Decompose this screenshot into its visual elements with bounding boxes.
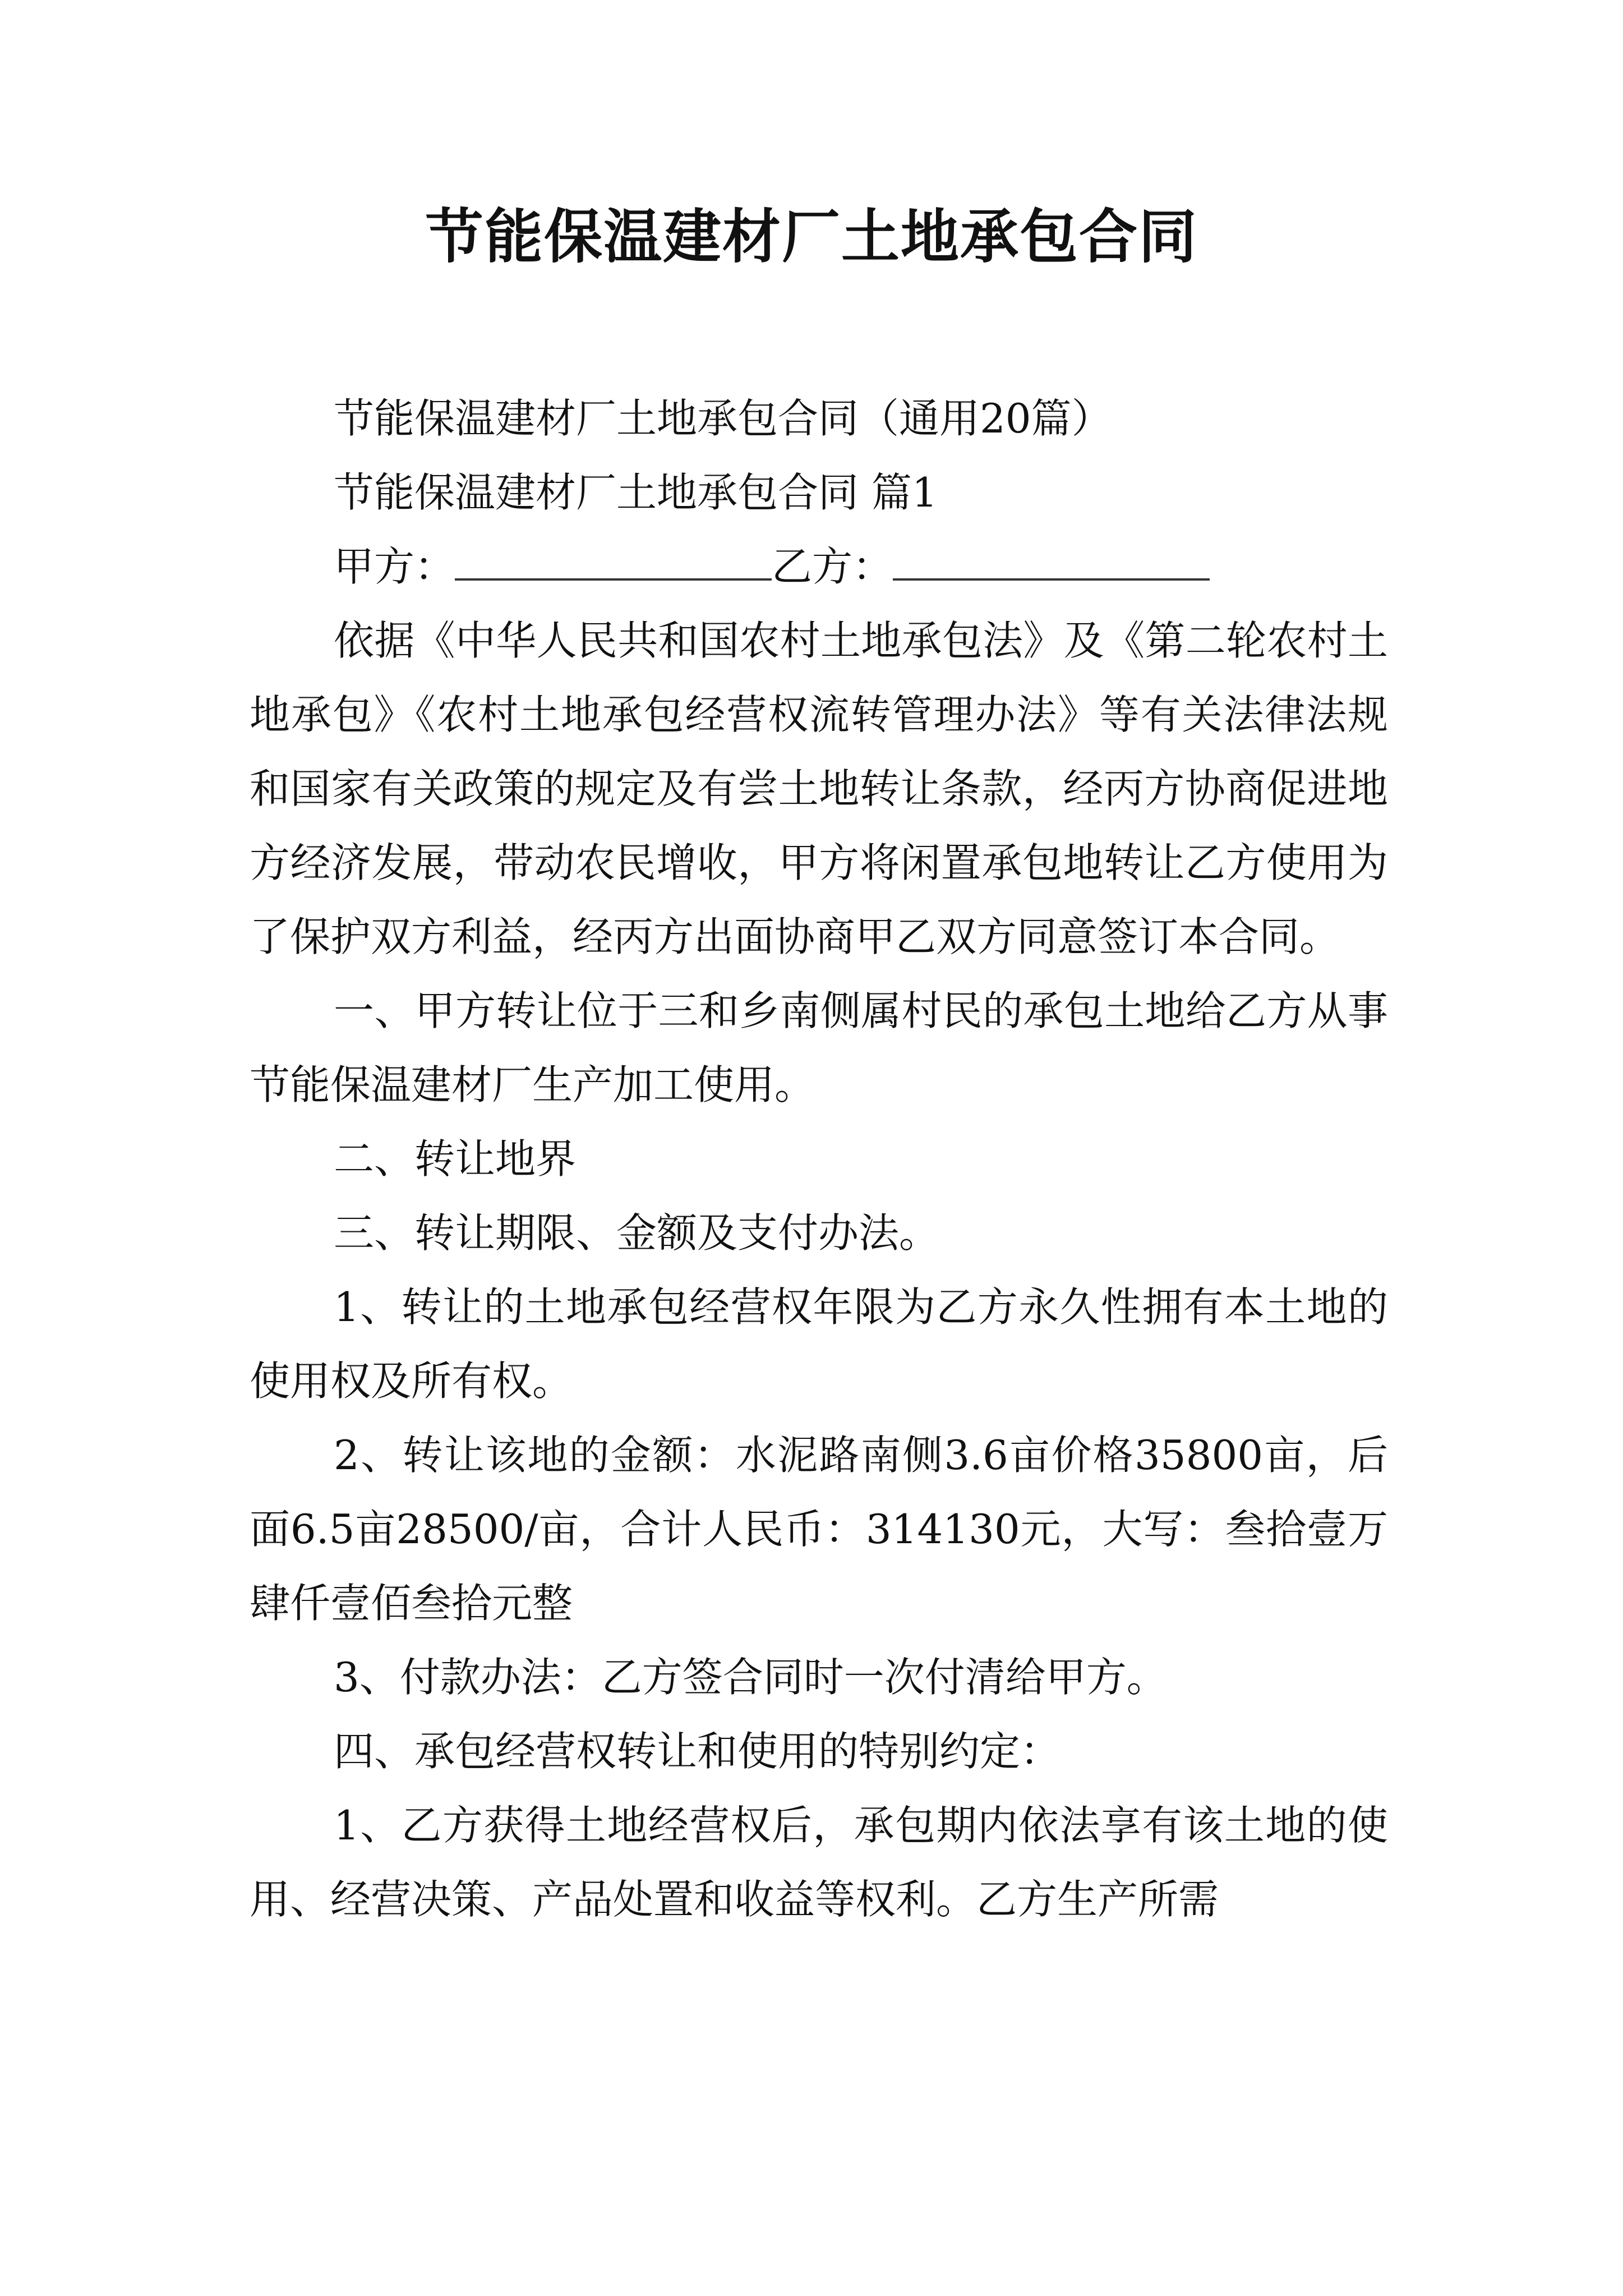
paragraph: 1、乙方获得土地经营权后，承包期内依法享有该土地的使用、经营决策、产品处置和收益等权利。乙方生产所需 [250,1802,1388,1923]
paragraph: 2、转让该地的金额：水泥路南侧3.6亩价格35800亩，后面6.5亩28500/亩，合计人民币：314130元，大写：叁拾壹万肆仟壹佰叁拾元整 [250,1432,1388,1627]
parties-line [250,530,1388,604]
paragraph: 一、甲方转让位于三和乡南侧属村民的承包土地给乙方从事节能保温建材厂生产加工使用。 [250,987,1388,1108]
paragraph: 三、转让期限、金额及支付办法。 [334,1209,940,1257]
paragraph: 1、转让的土地承包经营权年限为乙方永久性拥有本土地的使用权及所有权。 [250,1283,1388,1405]
party-b-label: 乙方： [772,543,893,590]
document-title: 节能保温建材厂土地承包合同 [425,202,1198,271]
party-a-label: 甲方： [334,543,455,590]
paragraph: 依据《中华人民共和国农村土地承包法》及《第二轮农村土地承包》《农村土地承包经营权流转管理办法》等有关法律法规和国家有关政策的规定及有尝土地转让条款，经丙方协商促进地方经济发展，带动农民增收，甲方将闲置承包地转让乙方使用为了保护双方利益，经丙方出面协商甲乙双方同意签订本合同。 [250,617,1388,960]
document-subtitle: 节能保温建材厂土地承包合同（通用20篇） [334,395,1112,442]
section-heading: 节能保温建材厂土地承包合同 篇1 [334,469,938,516]
document-body [250,381,1388,1936]
paragraph: 四、承包经营权转让和使用的特别约定： [334,1728,1061,1775]
party-b-blank [893,545,1210,581]
paragraph: 3、付款办法：乙方签合同时一次付清给甲方。 [334,1654,1167,1701]
party-a-blank [455,545,772,581]
paragraph: 二、转让地界 [334,1135,577,1182]
